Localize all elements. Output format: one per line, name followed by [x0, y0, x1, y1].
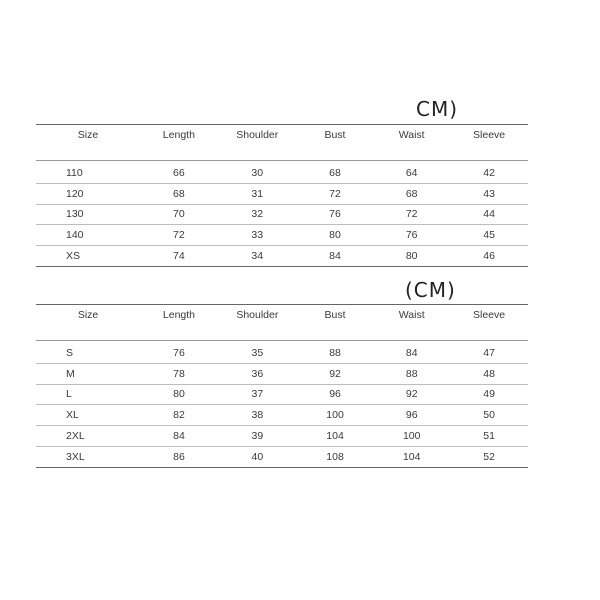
header-length: Length	[140, 125, 218, 161]
cell-length: 76	[140, 341, 218, 364]
cell-sleeve: 44	[450, 204, 528, 225]
cell-shoulder: 38	[218, 405, 297, 426]
table-row	[36, 384, 528, 405]
table-row	[36, 341, 528, 364]
header-length: Length	[140, 305, 218, 341]
cell-shoulder: 32	[218, 204, 297, 225]
cell-bust: 80	[297, 225, 373, 246]
table-row	[36, 204, 528, 225]
cell-length: 66	[140, 161, 218, 184]
cell-sleeve: 45	[450, 225, 528, 246]
cell-length: 68	[140, 183, 218, 204]
cell-waist: 88	[373, 363, 450, 384]
table-row	[36, 426, 528, 447]
header-bust: Bust	[297, 125, 373, 161]
cell-sleeve: 43	[450, 183, 528, 204]
cell-sleeve: 49	[450, 384, 528, 405]
cell-sleeve: 52	[450, 446, 528, 467]
cell-sleeve: 50	[450, 405, 528, 426]
cell-size: 2XL	[36, 426, 140, 447]
cell-size: 110	[36, 161, 140, 184]
table-row	[36, 405, 528, 426]
cell-shoulder: 36	[218, 363, 297, 384]
cell-waist: 100	[373, 426, 450, 447]
table-header-row	[36, 125, 528, 161]
cell-bust: 92	[297, 363, 373, 384]
table-row	[36, 225, 528, 246]
cell-length: 78	[140, 363, 218, 384]
cell-length: 84	[140, 426, 218, 447]
cell-waist: 84	[373, 341, 450, 364]
cell-waist: 72	[373, 204, 450, 225]
table-row	[36, 161, 528, 184]
cell-shoulder: 34	[218, 246, 297, 267]
cell-length: 80	[140, 384, 218, 405]
cell-size: XL	[36, 405, 140, 426]
cell-bust: 76	[297, 204, 373, 225]
cell-shoulder: 30	[218, 161, 297, 184]
cell-waist: 64	[373, 161, 450, 184]
cell-sleeve: 48	[450, 363, 528, 384]
cell-size: M	[36, 363, 140, 384]
adult-size-table	[36, 304, 528, 468]
unit-label-top: CM)	[416, 97, 459, 121]
cell-bust: 88	[297, 341, 373, 364]
cell-size: S	[36, 341, 140, 364]
cell-size: 3XL	[36, 446, 140, 467]
cell-waist: 68	[373, 183, 450, 204]
cell-bust: 108	[297, 446, 373, 467]
table-row	[36, 446, 528, 467]
table-row	[36, 246, 528, 267]
cell-size: 120	[36, 183, 140, 204]
cell-waist: 76	[373, 225, 450, 246]
table-row	[36, 183, 528, 204]
cell-bust: 68	[297, 161, 373, 184]
cell-shoulder: 39	[218, 426, 297, 447]
cell-sleeve: 47	[450, 341, 528, 364]
header-shoulder: Shoulder	[218, 125, 297, 161]
cell-length: 72	[140, 225, 218, 246]
header-shoulder: Shoulder	[218, 305, 297, 341]
cell-sleeve: 42	[450, 161, 528, 184]
cell-waist: 80	[373, 246, 450, 267]
cell-size: XS	[36, 246, 140, 267]
cell-waist: 92	[373, 384, 450, 405]
cell-shoulder: 31	[218, 183, 297, 204]
header-waist: Waist	[373, 125, 450, 161]
header-sleeve: Sleeve	[450, 305, 528, 341]
header-waist: Waist	[373, 305, 450, 341]
cell-size: L	[36, 384, 140, 405]
cell-bust: 96	[297, 384, 373, 405]
cell-shoulder: 37	[218, 384, 297, 405]
table-header-row	[36, 305, 528, 341]
cell-length: 74	[140, 246, 218, 267]
cell-length: 86	[140, 446, 218, 467]
cell-waist: 96	[373, 405, 450, 426]
cell-bust: 84	[297, 246, 373, 267]
cell-shoulder: 40	[218, 446, 297, 467]
cell-size: 130	[36, 204, 140, 225]
header-size: Size	[36, 125, 140, 161]
cell-size: 140	[36, 225, 140, 246]
cell-bust: 100	[297, 405, 373, 426]
kids-size-table	[36, 124, 528, 267]
cell-bust: 104	[297, 426, 373, 447]
table-row	[36, 363, 528, 384]
cell-length: 82	[140, 405, 218, 426]
unit-label-bottom: (CM)	[405, 278, 456, 302]
cell-sleeve: 51	[450, 426, 528, 447]
header-sleeve: Sleeve	[450, 125, 528, 161]
cell-length: 70	[140, 204, 218, 225]
cell-shoulder: 33	[218, 225, 297, 246]
header-size: Size	[36, 305, 140, 341]
cell-shoulder: 35	[218, 341, 297, 364]
cell-waist: 104	[373, 446, 450, 467]
cell-sleeve: 46	[450, 246, 528, 267]
cell-bust: 72	[297, 183, 373, 204]
header-bust: Bust	[297, 305, 373, 341]
